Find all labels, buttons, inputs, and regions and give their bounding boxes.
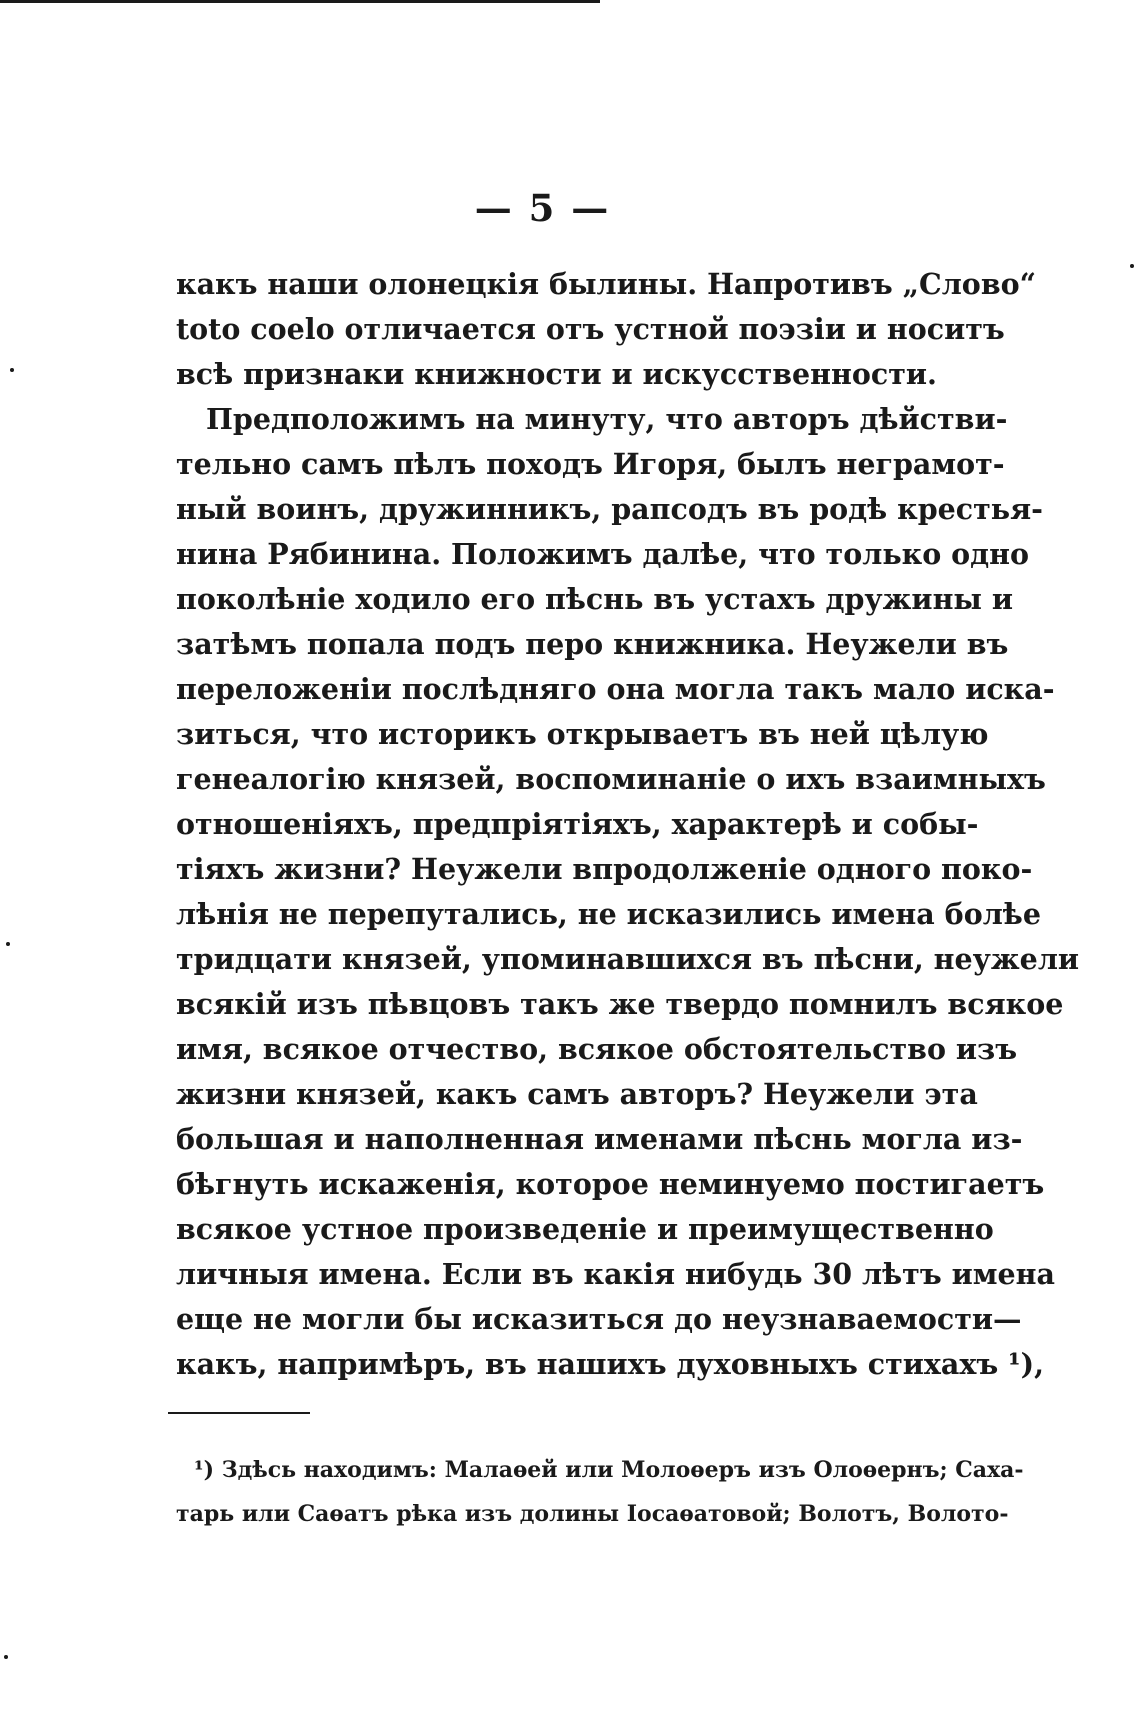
text-line: всякій изъ пѣвцовъ такъ же твердо помнилъ всякое xyxy=(176,987,1064,1021)
text-line: какъ, напримѣръ, въ нашихъ духовныхъ стихахъ ¹), xyxy=(176,1347,1044,1381)
text-line: затѣмъ попала подъ перо книжника. Неужели въ xyxy=(176,627,1009,661)
text-line: тельно самъ пѣлъ походъ Игоря, былъ неграмот- xyxy=(176,447,1005,481)
text-line: ный воинъ, дружинникъ, рапсодъ въ родѣ крестья- xyxy=(176,492,1043,526)
scan-speck xyxy=(1130,264,1134,268)
footnotes xyxy=(176,1448,1024,1536)
text-line: зиться, что историкъ открываетъ въ ней цѣлую xyxy=(176,717,989,751)
scan-speck xyxy=(6,942,10,946)
text-line: тіяхъ жизни? Неужели впродолженіе одного поко- xyxy=(176,852,1033,886)
text-line: генеалогію князей, воспоминаніе о ихъ взаимныхъ xyxy=(176,762,1046,796)
scan-speck xyxy=(10,368,14,372)
text-line: бѣгнуть искаженія, которое неминуемо постигаетъ xyxy=(176,1167,1045,1201)
text-line: еще не могли бы исказиться до неузнаваемости— xyxy=(176,1302,1022,1336)
text-line: нина Рябинина. Положимъ далѣе, что только одно xyxy=(176,537,1030,571)
text-line: большая и наполненная именами пѣснь могла из- xyxy=(176,1122,1023,1156)
footnote-line: ¹) Здѣсь находимъ: Малаѳей или Молоѳеръ изъ Олоѳернъ; Саха- xyxy=(194,1457,1024,1483)
text-line: отношеніяхъ, предпріятіяхъ, характерѣ и собы- xyxy=(176,807,979,841)
scan-speck xyxy=(4,1655,8,1659)
text-line: лѣнія не перепутались, не исказились имена болѣе xyxy=(176,897,1041,931)
footnote-separator xyxy=(168,1412,310,1414)
text-line: переложеніи послѣдняго она могла такъ мало иска- xyxy=(176,672,1055,706)
page-number: — 5 — xyxy=(474,186,611,230)
footnote-line: тарь или Саѳатъ рѣка изъ долины Іосаѳатовой; Волотъ, Волото- xyxy=(176,1501,1009,1527)
text-line: всѣ признаки книжности и искусственности. xyxy=(176,357,937,391)
text-line: жизни князей, какъ самъ авторъ? Неужели эта xyxy=(176,1077,978,1111)
text-line: тридцати князей, упоминавшихся въ пѣсни, неужели xyxy=(176,942,1080,976)
text-line: личныя имена. Если въ какія нибудь 30 лѣтъ имена xyxy=(176,1257,1055,1291)
text-line: toto coelo отличается отъ устной поэзіи и носитъ xyxy=(176,312,1005,346)
top-edge-rule xyxy=(0,0,600,3)
text-line: всякое устное произведеніе и преимущественно xyxy=(176,1212,994,1246)
text-line: имя, всякое отчество, всякое обстоятельство изъ xyxy=(176,1032,1018,1066)
text-line: какъ наши олонецкія былины. Напротивъ „Слово“ xyxy=(176,267,1037,301)
body-text xyxy=(176,262,1080,1387)
text-line: Предположимъ на минуту, что авторъ дѣйстви- xyxy=(206,402,1008,436)
text-line: поколѣніе ходило его пѣснь въ устахъ дружины и xyxy=(176,582,1014,616)
